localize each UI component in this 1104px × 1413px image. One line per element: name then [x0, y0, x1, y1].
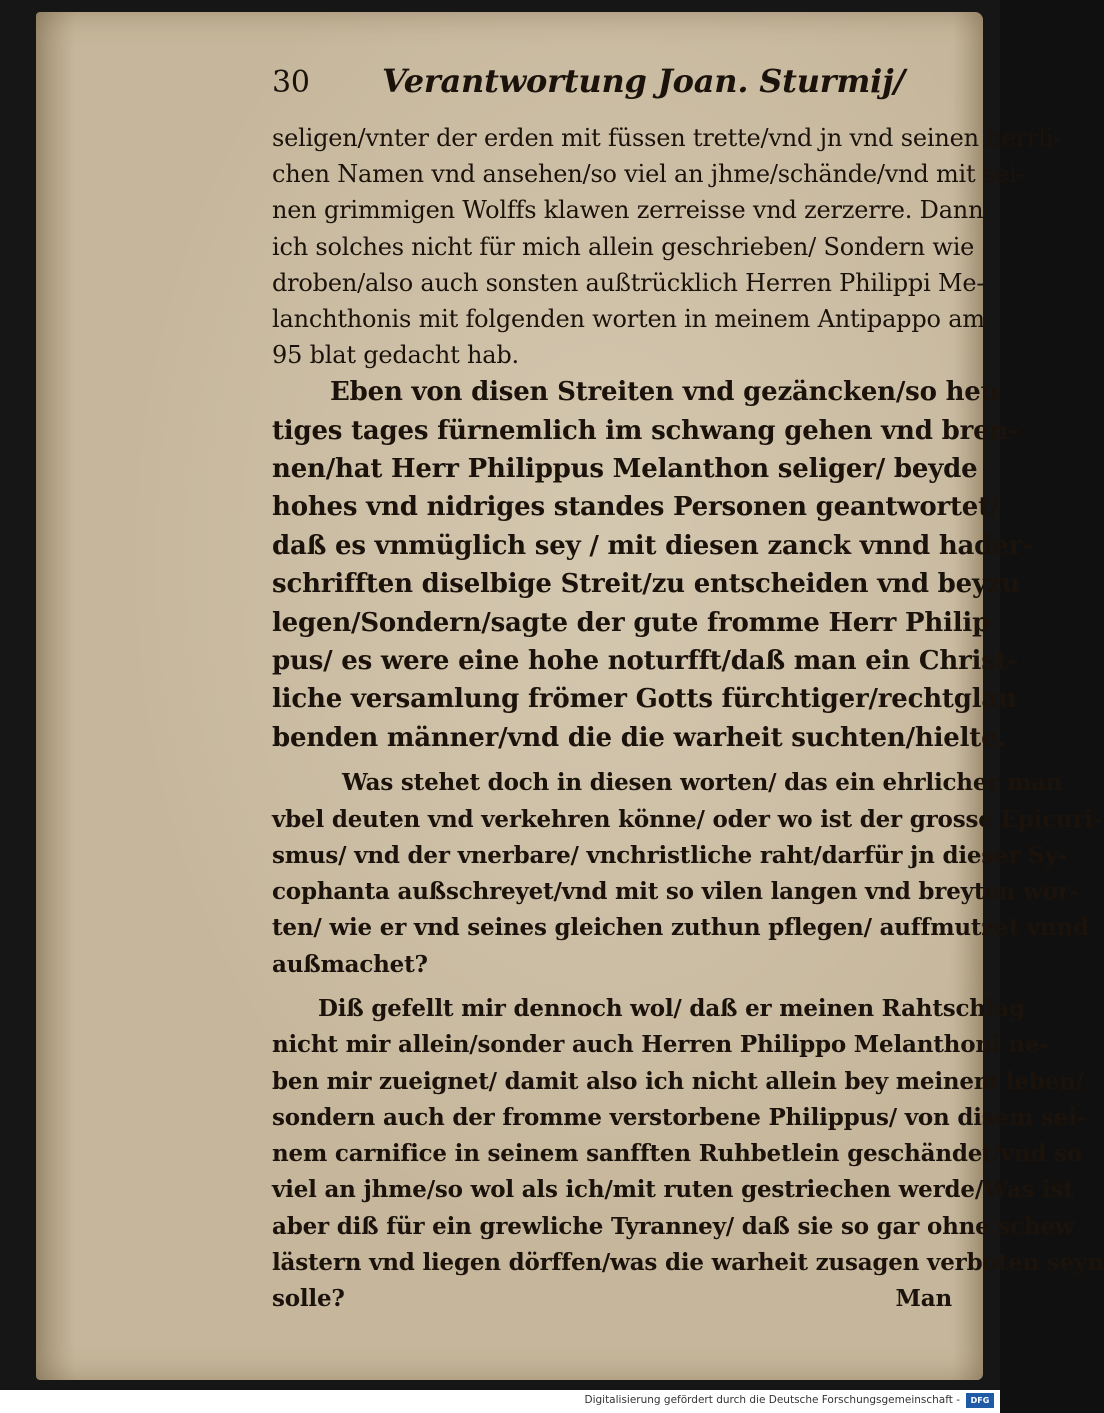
- text-line: Was stehet doch in diesen worten/ das ein ehrlicher man: [342, 769, 1063, 797]
- text-line-end: solle?: [272, 1285, 345, 1313]
- running-title: Verantwortung Joan. Sturmij/: [382, 62, 905, 100]
- catchword: Man: [895, 1285, 952, 1313]
- text-line: [272, 1281, 952, 1317]
- dfg-logo-icon: DFG: [966, 1393, 994, 1408]
- running-head: [272, 62, 952, 120]
- text-line: chen Namen vnd ansehen/so viel an jhme/schände/vnd mit sei-: [272, 160, 1025, 189]
- footer-band: [0, 1390, 1000, 1413]
- text-line: pus/ es were eine hohe noturfft/daß man ein Christ-: [272, 646, 1019, 677]
- text-line: seligen/vnter der erden mit füssen trette/vnd jn vnd seinen herrli-: [272, 124, 1061, 152]
- paragraph-4: [272, 991, 1104, 1318]
- text-line: nen grimmigen Wolffs klawen zerreisse vnd zerzerre. Dann: [272, 196, 984, 225]
- text-line: hohes vnd nidriges standes Personen geantwortet/: [272, 492, 1000, 523]
- text-line: ich solches nicht für mich allein geschrieben/ Sondern wie: [272, 232, 975, 261]
- text-line: benden männer/vnd die die warheit suchten/hielte.: [272, 722, 1007, 753]
- paragraph-3: [272, 765, 1103, 983]
- text-line: lästern vnd liegen dörffen/was die warheit zusagen verboten seyn: [272, 1249, 1104, 1277]
- text-line: aber diß für ein grewliche Tyranney/ daß sie so gar ohne schew: [272, 1212, 1075, 1240]
- text-line: cophanta außschreyet/vnd mit so vilen langen vnd breyten wor-: [272, 878, 1080, 906]
- text-line: ten/ wie er vnd seines gleichen zuthun pflegen/ auffmutzet vnnd: [272, 914, 1089, 942]
- text-line: nen/hat Herr Philippus Melanthon seliger/ beyde: [272, 454, 978, 485]
- text-line: daß es vnmüglich sey / mit diesen zanck vnnd hader-: [272, 530, 1033, 561]
- paragraph-1: [272, 120, 1061, 373]
- text-line: 95 blat gedacht hab.: [272, 341, 519, 370]
- text-line: nicht mir allein/sonder auch Herren Philippo Melanthoni ne-: [272, 1031, 1049, 1059]
- text-line: lanchthonis mit folgenden worten in meinem Antipappo am: [272, 304, 985, 333]
- text-line: vbel deuten vnd verkehren könne/ oder wo ist der grosse Epicuri-: [272, 805, 1103, 833]
- text-block: [272, 62, 1104, 1318]
- text-line: nem carnifice in seinem sanfften Ruhbetlein geschändet/vnd so: [272, 1140, 1083, 1168]
- text-line: außmachet?: [272, 950, 428, 978]
- text-line: ben mir zueignet/ damit also ich nicht allein bey meinem leben/: [272, 1067, 1084, 1095]
- text-line: liche versamlung frömer Gotts fürchtiger/rechtglau: [272, 684, 1017, 715]
- text-line: viel an jhme/so wol als ich/mit ruten gestriechen werde/Was ist: [272, 1176, 1074, 1204]
- page-number: 30: [272, 65, 310, 100]
- text-line: Diß gefellt mir dennoch wol/ daß er meinen Rahtschlag: [318, 995, 1025, 1022]
- text-line: Eben von disen Streiten vnd gezäncken/so heu: [330, 377, 1000, 408]
- text-line: sondern auch der fromme verstorbene Philippus/ von disem sei-: [272, 1103, 1086, 1131]
- digitization-credit: Digitalisierung gefördert durch die Deutsche Forschungsgemeinschaft -: [584, 1394, 960, 1406]
- paragraph-2-quotation: [272, 373, 1033, 757]
- text-line: tiges tages fürnemlich im schwang gehen vnd bren-: [272, 415, 1019, 446]
- text-line: legen/Sondern/sagte der gute fromme Herr Philip: [272, 607, 991, 638]
- text-line: smus/ vnd der vnerbare/ vnchristliche raht/darfür jn dieser Sy-: [272, 841, 1068, 869]
- text-line: droben/also auch sonsten außtrücklich Herren Philippi Me-: [272, 268, 985, 297]
- text-line: schrifften diselbige Streit/zu entscheiden vnd beyzu: [272, 569, 1021, 600]
